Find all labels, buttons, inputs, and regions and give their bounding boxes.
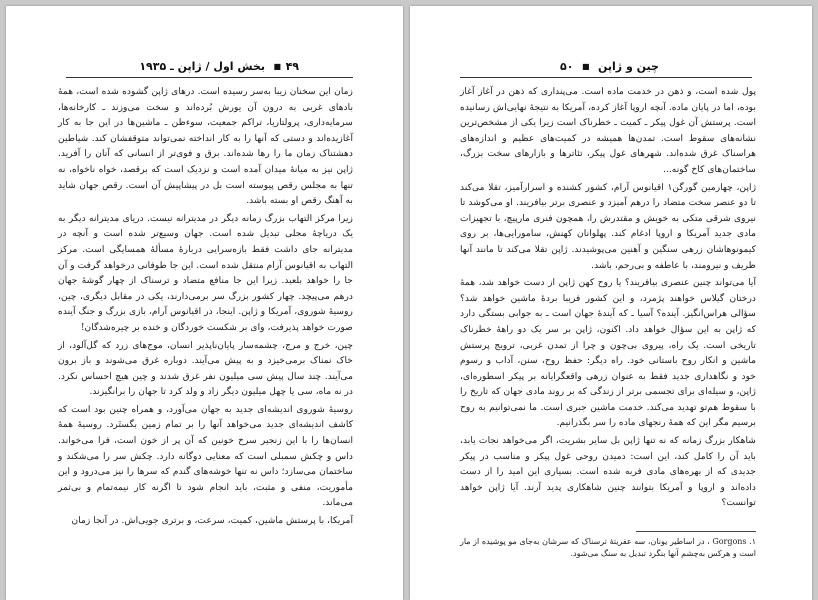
header-rule — [66, 77, 353, 78]
page-header — [410, 51, 812, 81]
running-title: بخش اول / ژاپن ـ ۱۹۳۵ — [139, 60, 265, 73]
header-square-icon: ■ — [273, 62, 281, 71]
paragraph: زمان این سخنان زیبا به‌سر رسیده است. درهای ژاپن گشوده شده است، همهٔ بادهای غربی به درون آن یورش بُرده‌اند و سخت می‌وزند ـ کارخانه‌ها، سرمایه‌داری، پرولتاریا، تراکم جمعیت، سوءظن ـ ماشین‌ها در این جا به کار آغازیده‌اند و دستی که آنها را به کار انداخته نمی‌تواند متوقفشان کند. شیاطین دهشتناک زمان ما را رها شده‌اند. برق و فوی‌تر از انسانی که آنان را آفرید. ژاپن نیز به میانهٔ میدان آمده است و نزدیک است که برقصد، خواه ناخواه، نه تنها به مجلس رقص پیوسته است بل در پیشاپیش آن است. رقص جهان شاید به آهنگ رقص او بسته باشد. — [58, 86, 353, 207]
header-square-icon: ■ — [582, 62, 590, 71]
paragraph: ژاپن، چهارمین گورگن۱ اقیانوس آرام، کشور کشنده و اسرارآمیز، تقلا می‌کند تا دو عنصر سخت متضاد را درهم آمیزد و عنصری برتر بیافریند. او می‌کوشد تا نیروی شرقی متکی به خویش و مقتدرش را، همچون فنری مارپیچ، با تجهیزات مادی جدید آمریکا و اروپا ادغام کند. پهلوانان کهنش، سامورایی‌ها، بر روی کیمونوهاشان زرهی سنگین و آهنین می‌پوشیدند. ژاپن تقلا می‌کند تا مانند آنها ظریف و نیرومند، با عاطفه و بی‌رحم، باشد. — [460, 181, 757, 271]
footnote: ۱. Gorgons ، در اساطیر یونان، سه عفریتهٔ ترسناک که سرشان به‌جای مو پوشیده از مار است و هرکس به‌چشم آنها بنگرد تبدیل به سنگ می‌شود. — [460, 537, 756, 558]
paragraph: روسیهٔ شوروی اندیشه‌ای جدید به جهان می‌آورد، و همراه چنین بود است که کاشف اندیشه‌ای جدید می‌خواهد آنها را بر تمام زمین بگستَرد. روسیهٔ همهٔ انسان‌ها را با این زنجیر سرخ خونین که آن پر از خون است، فرا می‌خواند. داس و چکش سمبلی است که معنایی دوگانه دارد. چکش سر را می‌شکند و ساختمان می‌سازد؛ داس نه تنها خوشه‌های گندم که سرها را نیز می‌درود و این مأموریت، منفی و مثبت، باید انجام شود تا اگرنه کار نیمه‌تمام و بی‌ثمر می‌ماند. — [58, 403, 353, 509]
running-title: چین و ژاپن — [598, 60, 659, 73]
paragraph: آیا می‌تواند چنین عنصری بیافریند؟ یا روح کهن ژاپن از دست خواهد شد، همهٔ درختان گیلاس خواهند پژمرد، و این کشور فریبا بردهٔ ماشین خواهد شد؟ سؤالی هراس‌انگیز. آینده؟ آسیا ـ که آیندهٔ جهان است ـ به جوابی بستگی دارد که ژاپن به این سؤال خواهد داد. اکنون، ژاپن بر سر یک دو راههٔ خطرناک تاریخی است. یک راه، پیروی بی‌چون و چرا از تمدن غربی، ترویج پرستش ماشین و انکار روح باستانی خود. راه دیگر: حفظ روح، سنن، آداب و رسوم خود و نگاهداری جدید فقط به عنوان زرهی واقعگرایانه بر پیکر اسطوره‌ای، ژاپن، و سیله‌ای برای تجسمی برتر از زندگی که بر روند مادی جهان که تاریخ را با سقوط هم‌تو تهدید می‌کند. خدمت ماشین جبری است. ما نمی‌توانیم به روح برسیم مگر این که همهٔ رنجهای ماده را سر بگذرانیم. — [460, 277, 756, 429]
right-page — [410, 6, 812, 600]
page-number: ۴۹ — [285, 60, 299, 73]
paragraph: آمریکا، با پرستش ماشین، کمیت، سرعت، و برتری جویی‌اش. در آنجا زمان — [71, 515, 353, 527]
page-body — [58, 84, 353, 529]
paragraph: شاهکار بزرگ زمانه که نه تنها ژاپن بل سایر بشریت، اگر می‌خواهد نجات یابد، باید آن را کامل کند، این است: دمیدن روحی غول پیکر و مناسب در پیکر جدیدی که از بهره‌های مادی فربه شده است. بسیاری این امید را از دست داده‌اند و اروپا و آمریکا بتوانند چنین شاهکاری پدید آرند. آیا ژاپن خواهد توانست؟ — [460, 435, 756, 509]
left-page — [6, 6, 403, 600]
page-number: ۵۰ — [560, 60, 574, 73]
page-header — [6, 51, 403, 81]
paragraph: زیرا مرکز التهاب بزرگ زمانه دیگر در مدیترانه نیست. دریای مدیترانه دیگر به یک دریاچهٔ محلی تبدیل شده است. جهان وسیع‌تر شده است و آنچه در مدیترانه جای داشت فقط بازه‌سرایی دربارهٔ مسألهٔ همسایگی است. مرکز التهاب به اقیانوس آرام منتقل شده است. این جا طوفانی درخواهد گرفت و آن جا را خواهد بلعید. زیرا این جا منافع متضاد و ترسناک از چهار گوشهٔ جهان درهم می‌پیچد. چهار کشور بزرگ سر برمی‌دارند، یکی در مقابل دیگری، چین، روسیهٔ شوروی، آمریکا و ژاپن. اینجا، در اقیانوس آرام، بازی بزرگ و جنگ آینده صورت خواهد پذیرفت، وای بر شکست خوردگان و خنده بر چیره‌شدگان! — [58, 212, 353, 333]
page-body — [460, 84, 756, 511]
header-rule — [460, 77, 752, 78]
paragraph: چین، خرج و مرج، چشمه‌سار پایان‌ناپذیر انسان، موج‌های زرد که گل‌آلود، از خاک نمناک برمی‌خیزد و به پیش می‌آیند. دوباره غرق می‌شوند و باز برون می‌آیند. چند سال پیش سی میلیون نفر غرق شدند و چین هیچ احساس نکرد. در نه ماه، سی یا چهل میلیون دیگر زاد و ولد کرد تا جهان را برانگیزند. — [58, 339, 353, 398]
paragraph: پول شده است، و ذهن در خدمت ماده است. می‌پنداری که ذهن در آغاز آغاز بوده، اما در پایان ماده. آنچه اروپا آغاز کرده، آمریکا به نتیجهٔ نهایی‌اش رسانیده است. پرستش آن غول پیکر ـ کمیت ـ خطرناک است زیرا یکی از مشخص‌ترین نشانه‌های سقوط است. تمدن‌ها همیشه در کمیت‌های عظیم و اندازه‌های هراسناک غرق شده‌اند. شهرهای غول پیکر، تئاترها و بازارهای سخت بزرگ، ساختمان‌های کاخ گونه... — [460, 86, 756, 175]
footnote-rule — [636, 531, 756, 532]
